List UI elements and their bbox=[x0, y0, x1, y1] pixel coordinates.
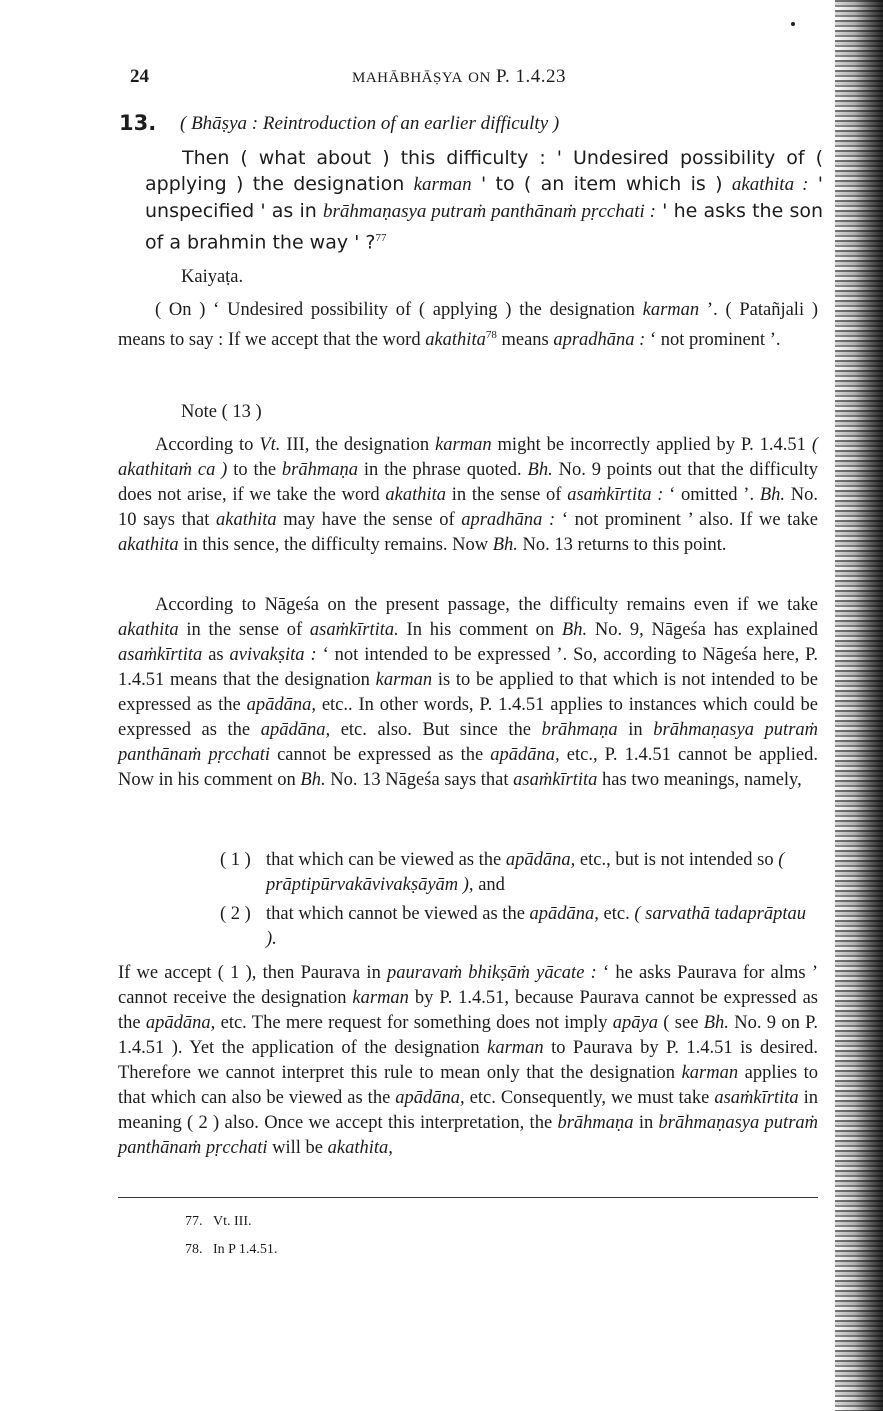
note-paragraph-1: According to Vt. III, the designation karman might be incorrectly applied by P. 1.4.51 ( akathitaṁ ca ) to the brāhmaṇa in the phrase quoted. Bh. No. 9 points out that the difficulty does not arise, if we take the word akathita in the sense of asaṁkīrtita : ‘ omitted ’. Bh. No. 10 says that akathita may have the sense of apradhāna : ‘ not prominent ’ also. If we take akathita in this sence, the difficulty remains. Now Bh. No. 13 returns to this point. bbox=[118, 435, 818, 555]
footnote-77: 77. Vt. III. bbox=[185, 1214, 252, 1229]
footnote-rule bbox=[118, 1197, 818, 1198]
list-item: ( 2 ) that which cannot be viewed as the apādāna, etc. ( sarvathā tadaprāptau ). bbox=[220, 904, 806, 949]
section-title: ( Bhāṣya : Reintroduction of an earlier difficulty ) bbox=[180, 113, 560, 134]
scan-speck bbox=[791, 22, 795, 26]
list-item: ( 1 ) that which can be viewed as the apādāna, etc., but is not intended so ( prāptipūrvakāvivakṣāyām ), and bbox=[220, 850, 785, 895]
meanings-list bbox=[220, 848, 820, 952]
note-paragraph-3: If we accept ( 1 ), then Paurava in pauravaṁ bhikṣāṁ yācate : ‘ he asks Paurava for alms ’ cannot receive the designation karman by P. 1.4.51, because Paurava cannot be expressed as the apādāna, etc. The mere request for something does not imply apāya ( see Bh. No. 9 on P. 1.4.51 ). Yet the application of the designation karman to Paurava by P. 1.4.51 is desired. Therefore we cannot interpret this rule to mean only that the designation karman applies to that which can also be viewed as the apādāna, etc. Consequently, we must take asaṁkīrtita in meaning ( 2 ) also. Once we accept this interpretation, the brāhmaṇa in brāhmaṇasya putraṁ panthānaṁ pṛcchati will be akathita, bbox=[118, 963, 819, 1158]
note-paragraph-2: According to Nāgeśa on the present passage, the difficulty remains even if we take akathita in the sense of asaṁkīrtita. In his comment on Bh. No. 9, Nāgeśa has explained asaṁkīrtita as avivakṣita : ‘ not intended to be expressed ’. So, according to Nāgeśa here, P. 1.4.51 means that the designation karman is to be applied to that which is not intended to be expressed as the apādāna, etc.. In other words, P. 1.4.51 applies to instances which could be expressed as the apādāna, etc. also. But since the brāhmaṇa in brāhmaṇasya putraṁ panthānaṁ pṛcchati cannot be expressed as the apādāna, etc., P. 1.4.51 cannot be applied. Now in his comment on Bh. No. 13 Nāgeśa says that asaṁkīrtita has two meanings, namely, bbox=[118, 595, 819, 790]
page-edge-scan-shadow bbox=[835, 0, 883, 1411]
kaiyata-paragraph: ( On ) ‘ Undesired possibility of ( applying ) the designation karman ’. ( Patañjali ) means to say : If we accept that the word akathita$^{78}$ means apradhāna : ‘ not prominent ’. bbox=[118, 300, 819, 351]
note-heading: Note ( 13 ) bbox=[181, 402, 262, 422]
footnote-ref-77: 77 bbox=[375, 232, 387, 244]
running-head: MAHĀBHĀṢYA ON P. 1.4.23 bbox=[352, 66, 567, 87]
section-number: 13. bbox=[119, 111, 157, 135]
kaiyata-heading: Kaiyaṭa. bbox=[181, 267, 244, 287]
bhasya-paragraph: Then ( what about ) this difficulty : ' Undesired possibility of ( applying ) the designation karman ' to ( an item which is ) akathita : ' unspecified ' as in brāhmaṇasya putraṁ panthānaṁ pṛcchati : ' he asks the son of a brahmin the way ' ?$^{77}$ bbox=[145, 147, 824, 254]
footnote-ref-78: 78 bbox=[485, 329, 497, 341]
footnote-78: 78. In P 1.4.51. bbox=[185, 1242, 278, 1257]
page-number: 24 bbox=[130, 66, 149, 87]
